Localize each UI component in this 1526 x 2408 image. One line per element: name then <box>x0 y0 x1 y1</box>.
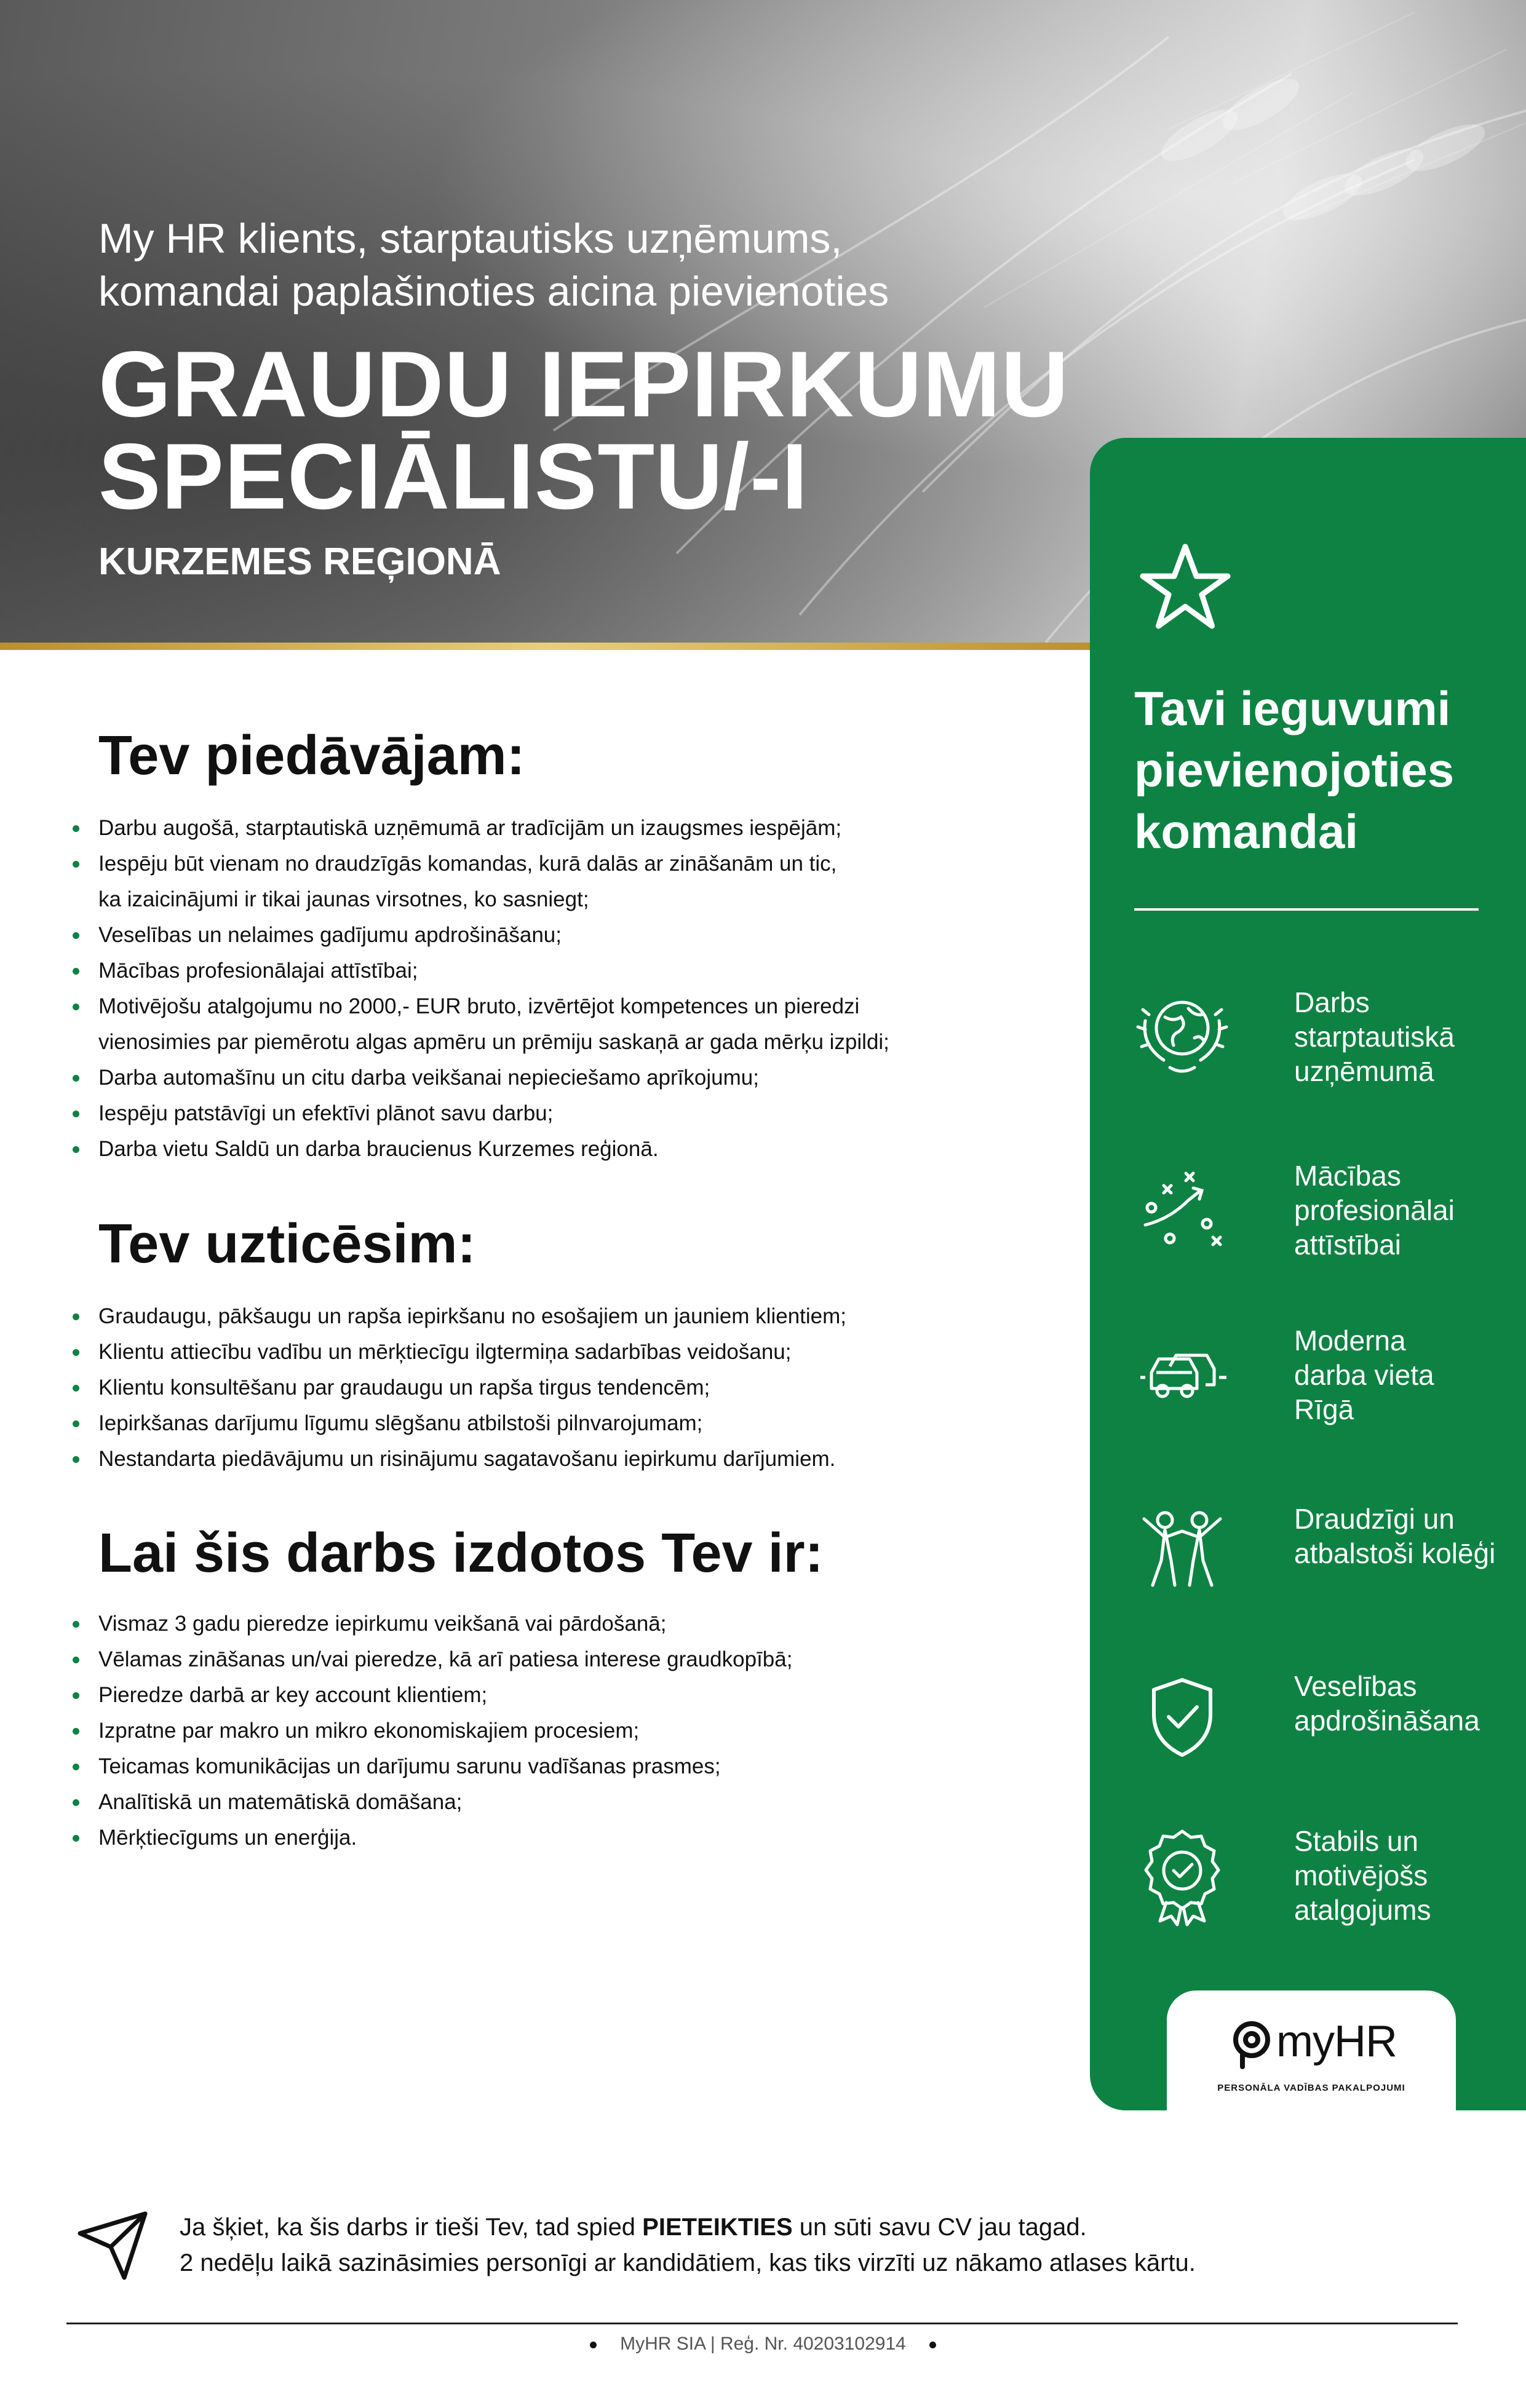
cars-icon <box>1127 1316 1238 1427</box>
list-item: Graudaugu, pākšaugu un rapša iepirkšanu no esošajiem un jauniem klientiem; <box>69 1299 1028 1334</box>
benefit-line: attīstībai <box>1294 1229 1401 1261</box>
benefit-line: darba vieta <box>1294 1359 1434 1391</box>
list-item: Klientu attiecību vadību un mērķtiecīgu ilgtermiņa sadarbības veidošanu; <box>69 1334 1028 1370</box>
benefit-line: Rīgā <box>1294 1393 1354 1425</box>
trust-list <box>69 1299 1028 1477</box>
list-item: vienosimies par piemērotu algas apmēru un prēmiju saskaņā ar gada mērķu izpildi; <box>98 1030 889 1054</box>
benefit-line: profesionālai <box>1294 1194 1455 1226</box>
benefit-text <box>1294 1824 1526 1927</box>
company-registration: MyHR SIA | Reģ. Nr. 40203102914 <box>620 2334 906 2354</box>
benefit-line: uzņēmumā <box>1294 1055 1434 1087</box>
benefit-text <box>1294 1158 1526 1262</box>
benefit-text <box>1294 1323 1526 1427</box>
benefit-line: starptautiskā <box>1294 1021 1455 1053</box>
footer-divider <box>66 2323 1458 2324</box>
list-item: Iepirkšanas darījumu līgumu slēgšanu atbilstoši pilnvarojumam; <box>69 1406 1028 1441</box>
job-title-line2: SPECIĀLISTU/-I <box>98 424 809 529</box>
hero-subtitle-line2: komandai paplašinoties aicina pievienoties <box>98 268 889 315</box>
cta-text: un sūti savu CV jau tagad. <box>792 2214 1087 2241</box>
strategy-icon <box>1127 1151 1238 1262</box>
list-item: Vismaz 3 gadu pieredze iepirkumu veikšanā vai pārdošanā; <box>69 1606 1028 1642</box>
list-item: Mācības profesionālajai attīstībai; <box>69 953 1028 989</box>
job-title <box>98 332 1083 529</box>
benefit-line: Darbs <box>1294 986 1370 1018</box>
myhr-logo-card <box>1167 1990 1456 2110</box>
hero-subtitle-line1: My HR klients, starptautisks uzņēmums, <box>98 215 843 262</box>
job-title-line1: GRAUDU IEPIRKUMU <box>98 332 1070 437</box>
cta-line2: 2 nedēļu laikā sazināsimies personīgi ar kandidātiem, kas tiks virzīti uz nākamo atlases kārtu. <box>180 2249 1196 2276</box>
list-item: Vēlamas zināšanas un/vai pieredze, kā arī patiesa interese graudkopībā; <box>69 1642 1028 1677</box>
benefit-text <box>1294 985 1526 1088</box>
trust-heading: Tev uzticēsim: <box>98 1213 476 1275</box>
benefit-text <box>1294 1669 1526 1738</box>
offer-list <box>69 810 1028 1167</box>
globe-laurel-icon <box>1127 978 1238 1088</box>
footer <box>0 2334 1526 2355</box>
benefit-colleagues <box>1127 1494 1508 1617</box>
list-item: Motivējošu atalgojumu no 2000,- EUR bruto, izvērtējot kompetences un pieredzi <box>69 989 1028 1024</box>
list-item: Pieredze darbā ar key account klientiem; <box>69 1677 1028 1713</box>
benefit-line: Moderna <box>1294 1325 1406 1356</box>
benefit-international <box>1127 978 1508 1101</box>
cta-text: Ja šķiet, ka šis darbs ir tieši Tev, tad spied <box>180 2214 643 2241</box>
benefit-workplace <box>1127 1316 1508 1439</box>
benefits-heading-line3: komandai <box>1134 804 1359 858</box>
paper-plane-icon <box>76 2209 150 2283</box>
myhr-logo-icon <box>1231 2020 1272 2069</box>
benefit-line: atbalstoši kolēģi <box>1294 1537 1496 1569</box>
call-to-action <box>180 2209 1348 2281</box>
cta-line1 <box>180 2209 1348 2245</box>
list-item: Klientu konsultēšanu par graudaugu un rapša tirgus tendencēm; <box>69 1370 1028 1406</box>
list-item: Darba vietu Saldū un darba braucienus Kurzemes reģionā. <box>69 1131 1028 1167</box>
benefit-insurance <box>1127 1661 1508 1784</box>
requirements-heading: Lai šis darbs izdotos Tev ir: <box>98 1523 824 1584</box>
list-item: Iespēju būt vienam no draudzīgās komandas, kurā dalās ar zināšanām un tic, <box>69 846 1028 882</box>
benefit-line: apdrošināšana <box>1294 1705 1480 1737</box>
offer-heading: Tev piedāvājam: <box>98 725 525 786</box>
benefit-line: Veselības <box>1294 1670 1417 1702</box>
star-icon <box>1139 541 1231 633</box>
benefit-line: atalgojums <box>1294 1894 1431 1926</box>
benefit-training <box>1127 1151 1508 1274</box>
list-item: Nestandarta piedāvājumu un risinājumu sagatavošanu iepirkumu darījumiem. <box>69 1441 1028 1477</box>
benefits-heading-line1: Tavi ieguvumi <box>1134 681 1451 735</box>
myhr-logo-tagline: PERSONĀLA VADĪBAS PAKALPOJUMI <box>1217 2083 1405 2093</box>
footer-dot <box>590 2342 597 2348</box>
list-item: Iespēju patstāvīgi un efektīvi plānot savu darbu; <box>69 1096 1028 1131</box>
people-icon <box>1127 1494 1238 1605</box>
myhr-logo-text: myHR <box>1276 2017 1397 2066</box>
requirements-list <box>69 1606 1028 1856</box>
benefit-line: Mācības <box>1294 1160 1401 1192</box>
list-item: ka izaicinājumi ir tikai jaunas virsotnes, ko sasniegt; <box>98 887 589 911</box>
benefits-heading-line2: pievienojoties <box>1134 743 1455 797</box>
badge-check-icon <box>1127 1816 1238 1927</box>
gold-divider <box>0 643 1101 650</box>
region-label: KURZEMES REĢIONĀ <box>98 541 501 583</box>
benefits-sidebar <box>1090 438 1526 2110</box>
shield-check-icon <box>1127 1661 1238 1772</box>
list-item: Veselības un nelaimes gadījumu apdrošināšanu; <box>69 917 1028 953</box>
list-item: Mērķtiecīgums un enerģija. <box>69 1820 1028 1856</box>
list-item: Analītiskā un matemātiskā domāšana; <box>69 1784 1028 1820</box>
benefit-text <box>1294 1502 1526 1570</box>
list-item: Teicamas komunikācijas un darījumu sarunu vadīšanas prasmes; <box>69 1749 1028 1784</box>
list-item: Izpratne par makro un mikro ekonomiskajiem procesiem; <box>69 1713 1028 1749</box>
benefits-heading <box>1134 678 1503 862</box>
apply-keyword: PIETEIKTIES <box>642 2214 793 2241</box>
list-item: Darbu augošā, starptautiskā uzņēmumā ar tradīcijām un izaugsmes iespējām; <box>69 810 1028 846</box>
footer-dot <box>929 2342 936 2348</box>
benefit-line: Stabils un <box>1294 1825 1419 1857</box>
benefit-line: motivējošs <box>1294 1859 1428 1891</box>
hero-subtitle <box>98 212 1021 318</box>
sidebar-divider <box>1134 908 1479 911</box>
list-item: Darba automašīnu un citu darba veikšanai nepieciešamo aprīkojumu; <box>69 1060 1028 1096</box>
benefit-line: Draudzīgi un <box>1294 1503 1455 1535</box>
benefit-salary <box>1127 1816 1508 1939</box>
